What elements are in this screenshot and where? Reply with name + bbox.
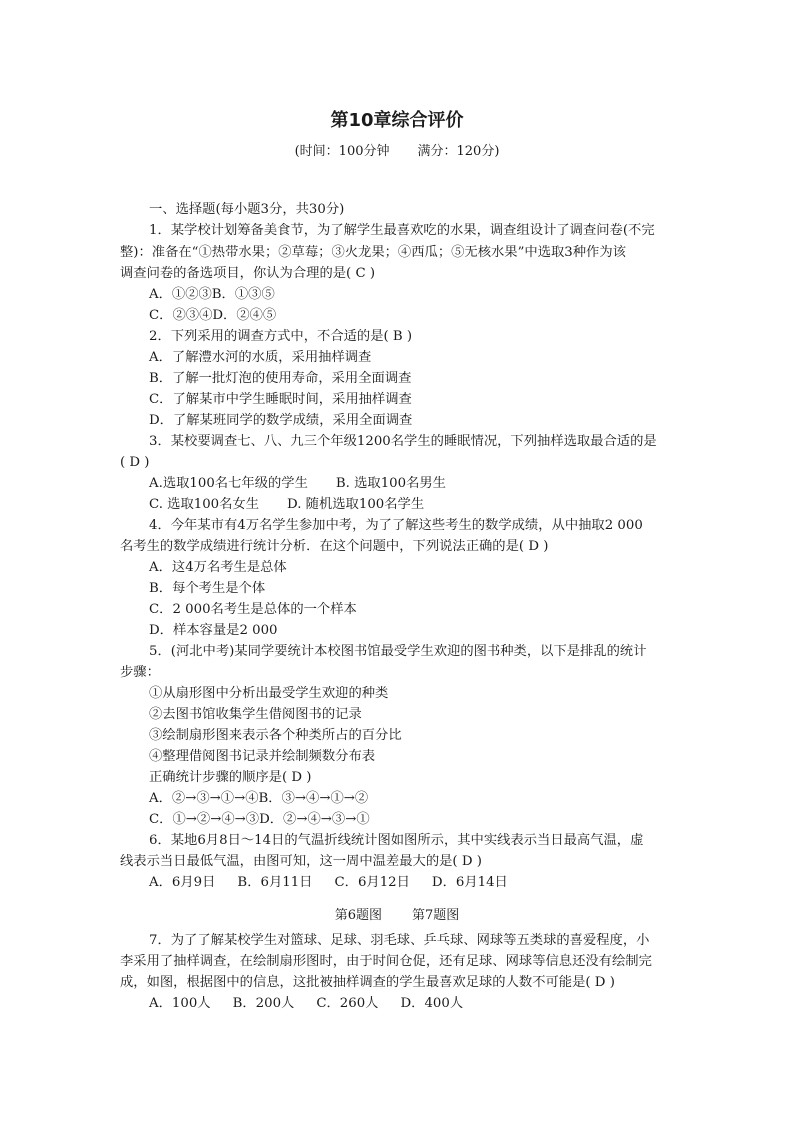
q5-step4: ④整理借阅图书记录并绘制频数分布表: [149, 749, 376, 764]
q6-option-a: A．6月9日: [149, 875, 216, 890]
q4-option-d: D．样本容量是2 000: [149, 623, 278, 638]
q3-line2: ( D ): [120, 455, 150, 470]
q1-line2: 整)：准备在“①热带水果；②草莓；③火龙果；④西瓜；⑤无核水果”中选取3种作为该: [120, 245, 626, 260]
q3-line1: 3．某校要调查七、八、九三个年级1200名学生的睡眠情况，下列抽样选取最合适的是: [149, 434, 657, 449]
q1-option-cd: C．②③④D．②④⑤: [149, 308, 277, 323]
q5-ask: 正确统计步骤的顺序是( D ): [149, 770, 312, 785]
q3-option-a: A.选取100名七年级的学生: [149, 476, 308, 491]
q3-option-c: C. 选取100名女生: [149, 497, 260, 512]
q4-line1: 4．今年某市有4万名学生参加中考，为了了解这些考生的数学成绩，从中抽取2 000: [149, 518, 643, 533]
q7-options: [149, 993, 463, 1014]
q2-option-c: C．了解某市中学生睡眠时间，采用抽样调查: [149, 392, 412, 407]
figure-6-caption: 第6题图: [334, 908, 382, 923]
q1-line1: 1．某学校计划筹备美食节，为了解学生最喜欢吃的水果，调查组设计了调查问卷(不完: [149, 223, 655, 238]
exam-time: (时间：100分钟: [294, 144, 390, 159]
q7-option-b: B．200人: [232, 996, 295, 1011]
q7-option-a: A．100人: [149, 996, 211, 1011]
q7-line1: 7．为了了解某校学生对篮球、足球、羽毛球、乒乓球、网球等五类球的喜爱程度，小: [149, 933, 650, 948]
figure-captions: [0, 904, 794, 923]
q5-step3: ③绘制扇形图来表示各个种类所占的百分比: [149, 728, 402, 743]
q7-option-c: C．260人: [316, 996, 379, 1011]
exam-score: 满分：120分): [417, 144, 500, 159]
q5-option-ab: A．②→③→①→④B．③→④→①→②: [149, 791, 369, 806]
q6-option-b: B．6月11日: [237, 875, 313, 890]
q5-line1: 5．(河北中考)某同学要统计本校图书馆最受学生欢迎的图书种类，以下是排乱的统计: [149, 644, 647, 659]
q3-option-d: D. 随机选取100名学生: [287, 497, 425, 512]
q4-option-a: A．这4万名考生是总体: [149, 560, 287, 575]
q5-step2: ②去图书馆收集学生借阅图书的记录: [149, 707, 362, 722]
exam-info: [0, 140, 794, 159]
q7-line3: 成，如图，根据图中的信息，这批被抽样调查的学生最喜欢足球的人数不可能是( D ): [120, 975, 615, 990]
section-heading: 一、选择题(每小题3分，共30分): [149, 202, 345, 217]
q6-option-d: D．6月14日: [431, 875, 508, 890]
q4-line2: 名考生的数学成绩进行统计分析．在这个问题中，下列说法正确的是( D ): [120, 539, 549, 554]
q2-option-d: D．了解某班同学的数学成绩，采用全面调查: [149, 413, 413, 428]
q5-step1: ①从扇形图中分析出最受学生欢迎的种类: [149, 686, 389, 701]
q3-options-ab: [149, 473, 446, 494]
q5-line2: 步骤：: [120, 665, 160, 680]
q6-options: [149, 872, 508, 893]
q7-line2: 李采用了抽样调查，在绘制扇形图时，由于时间仓促，还有足球、网球等信息还没有绘制完: [120, 954, 652, 969]
q2-option-b: B．了解一批灯泡的使用寿命，采用全面调查: [149, 371, 412, 386]
q3-option-b: B. 选取100名男生: [335, 476, 446, 491]
q3-options-cd: [149, 494, 424, 515]
q1-option-ab: A．①②③B．①③⑤: [149, 287, 275, 302]
q6-option-c: C．6月12日: [334, 875, 410, 890]
page-title: 第10章综合评价: [330, 110, 464, 131]
q4-option-b: B．每个考生是个体: [149, 581, 266, 596]
q4-option-c: C．2 000名考生是总体的一个样本: [149, 602, 357, 617]
q7-option-d: D．400人: [400, 996, 464, 1011]
q2-option-a: A．了解澧水河的水质，采用抽样调查: [149, 350, 372, 365]
q6-line2: 线表示当日最低气温，由图可知，这一周中温差最大的是( D ): [120, 854, 482, 869]
figure-7-caption: 第7题图: [412, 908, 460, 923]
q1-line3: 调查问卷的备选项目，你认为合理的是( C ): [120, 266, 376, 281]
q6-line1: 6．某地6月8日～14日的气温折线统计图如图所示，其中实线表示当日最高气温，虚: [149, 833, 644, 848]
q2-stem: 2．下列采用的调查方式中，不合适的是( B ): [149, 329, 413, 344]
q5-option-cd: C．①→②→④→③D．②→④→③→①: [149, 812, 370, 827]
